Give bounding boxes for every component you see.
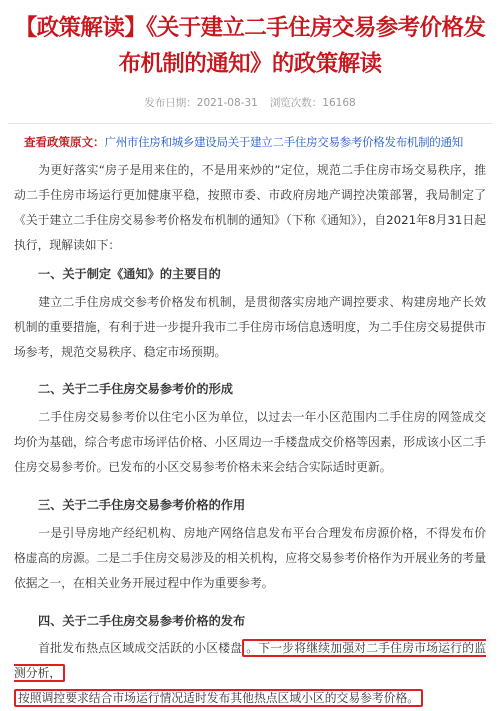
section-body-4 (0, 636, 500, 711)
intro-paragraph (0, 158, 500, 258)
article-meta (0, 95, 500, 111)
view-count: 浏览次数：16168 (269, 97, 356, 109)
section-text-2: 二手住房交易参考价以住宅小区为单位，以过去一年小区范围内二手住房的网签成交均价为基础，综合考虑市场评估价格、小区周边一手楼盘成交价格等因素，形成该小区二手住房交易参考价。已发布的小区交易参考价格未来会结合实际适时更新。 (14, 410, 486, 474)
section-body-2 (0, 405, 500, 480)
section-body-1 (0, 290, 500, 365)
intro-text: 为更好落实“房子是用来住的，不是用来炒的”定位，规范二手住房市场交易秩序，推动二手住房市场运行更加健康平稳，按照市委、市政府房地产调控决策部署，我局制定了《关于建立二手住房交易参考价格发布机制的通知》（下称《通知》），自2021年8月31日起执行，现解读如下： (14, 163, 486, 252)
section-heading-1: 一、关于制定《通知》的主要目的 (38, 267, 221, 281)
section-heading-4: 四、关于二手住房交易参考价格的发布 (38, 614, 246, 628)
section-text-3: 一是引导房地产经纪机构、房地产网络信息发布平台合理发布房源价格，不得发布价格虚高的房源。二是二手住房交易涉及的相关机构，应将交易参考价格作为开展业务的考量依据之一，在相关业务开展过程中作为重要参考。 (14, 526, 486, 590)
publish-date: 发布日期：2021-08-31 (144, 97, 258, 109)
section-text-4: 首批发布热点区域成交活跃的小区楼盘 (38, 641, 243, 655)
section-text-1: 建立二手住房成交参考价格发布机制，是贯彻落实房地产调控要求、构建房地产长效机制的重要措施，有利于进一步提升我市二手住房市场信息透明度，为二手住房交易提供市场参考，规范交易秩序、稳定市场预期。 (14, 295, 486, 359)
article-title: 【政策解读】《关于建立二手住房交易参考价格发布机制的通知》的政策解读 (14, 15, 486, 77)
highlight-box-2: 按照调控要求结合市场运行情况适时发布其他热点区域小区的交易参考价格。 (14, 689, 423, 707)
section-heading-2: 二、关于二手住房交易参考价的形成 (38, 382, 233, 396)
source-label: 查看政策原文： (24, 135, 105, 149)
policy-source (0, 134, 500, 150)
divider (8, 123, 492, 124)
section-body-3 (0, 521, 500, 596)
highlight-box-1: 。下一步将继续加强对二手住房市场运行的监测分析， (14, 641, 486, 680)
section-heading-3: 三、关于二手住房交易参考价格的作用 (38, 498, 246, 512)
source-link[interactable]: 广州市住房和城乡建设局关于建立二手住房交易参考价格发布机制的通知 (104, 135, 463, 149)
